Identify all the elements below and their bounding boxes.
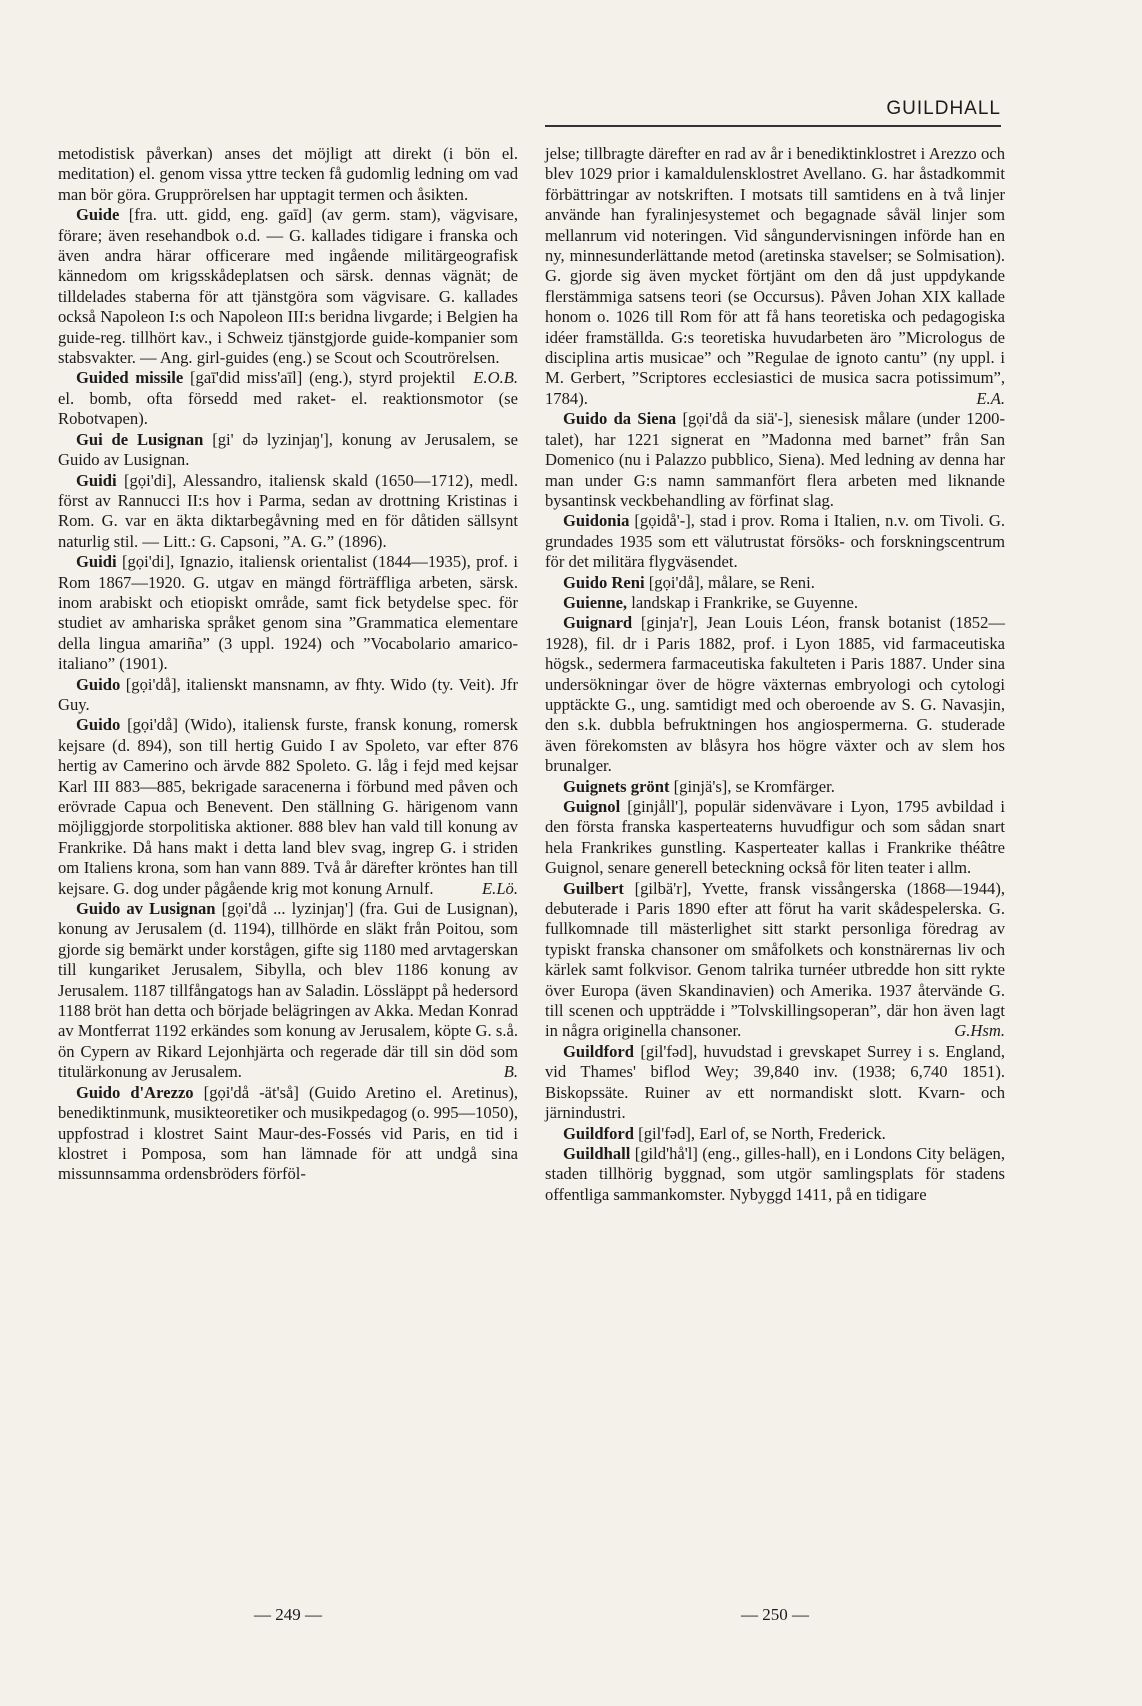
- entry-headword: Guide: [76, 205, 120, 225]
- left-column: [58, 144, 518, 1185]
- dictionary-entry: [545, 593, 1005, 613]
- dictionary-entry: [545, 879, 1005, 1042]
- dictionary-entry: [545, 613, 1005, 776]
- dictionary-entry: [58, 144, 518, 205]
- entry-headword: Guido: [76, 715, 121, 735]
- entry-headword: Guido av Lusignan: [76, 899, 216, 919]
- dictionary-entry: [545, 573, 1005, 593]
- entry-headword: Guido: [76, 674, 121, 694]
- entry-headword: Guided missile: [76, 368, 184, 388]
- entry-headword: Guignol: [563, 797, 621, 816]
- entry-headword: Guildford: [563, 1123, 635, 1143]
- entry-headword: Guignets grönt: [563, 776, 670, 796]
- dictionary-entry: [545, 409, 1005, 511]
- page-number-right: — 250 —: [741, 1605, 809, 1624]
- running-header: [545, 98, 1001, 127]
- right-column: [545, 144, 1005, 1205]
- entry-text: [ginja'r], Jean Louis Léon, fransk botanist (1852—1928), fil. dr i Paris 1882, prof. i Lyon 1885, vid farmaceutiska högsk., sedermera farmaceutiska fakulteten i Paris 1887. Under sina undersökningar över de högre växternas embryologi och cytologi upptäckte G., ung. samtidigt med och oberoende av S. G. Navasjin, den s.k. dubbla befruktningen hos angiospermerna. G. studerade även förekomsten av blåsyra hos högre växter och av slem hos brunalger.: [545, 613, 1005, 776]
- entry-text: [gọi'då ... lyzinjaŋ'] (fra. Gui de Lusignan), konung av Jerusalem (d. 1194), tillhörde en släkt från Poitou, som gjorde sig bemärkt under korstågen, gifte sig 1180 med arvtagerskan till kungariket Jerusalem, Sibylla, och blev 1186 konung av Jerusalem. 1187 tillfångatogs han av Saladin. Lössläppt på hedersord 1188 bröt han detta och började belägringen av Akka. Medan Konrad av Montferrat 1192 erkändes som konung av Jerusalem, köpte G. s.å. ön Cypern av Rikard Lejonhjärta och regerade där till sin död som titulärkonung av Jerusalem.: [58, 899, 519, 1082]
- entry-headword: Guidi: [76, 552, 117, 572]
- entry-headword: Guildhall: [563, 1143, 631, 1163]
- entry-text: [gọi'då] (Wido), italiensk furste, fransk konung, romersk kejsare (d. 894), son till hertig Guido I av Spoleto, var efter 876 hertig av Camerino och ärvde 882 Spoleto. G. låg i fejd med kejsar Karl III 883—885, bekrigade saracenerna i förbund med påven och erövrade Capua och Benevent. Den ställning G. härigenom vann möjliggjorde storpolitiska aktioner. 888 blev han vald till konung av Frankrike. Då hans makt i detta land blev svag, ingrep G. i striden om Italiens krona, som han vann 889. Två år därefter kröntes han till kejsare. G. dog under pågående krig mot konung Arnulf.: [58, 715, 518, 898]
- dictionary-entry: [58, 715, 518, 899]
- dictionary-entry: [58, 368, 518, 429]
- entry-text: [gọi'då], italienskt mansnamn, av fhty. Wido (ty. Veit). Jfr Guy.: [58, 674, 518, 714]
- entry-text: [gild'hå'l] (eng., gilles-hall), en i Londons City belägen, staden tillhörig byggnad, som utgör samlingsplats för stadens offentliga sammankomster. Nybyggd 1411, på en tidigare: [545, 1143, 1005, 1204]
- entry-text: [fra. utt. gidd, eng. gaīd] (av germ. stam), vägvisare, förare; även resehandbok o.d. — G. kallades tidigare i franska och även andra härar officerare med ingående militärgeografisk kännedom om krigsskådeplatsen och särsk. dennas vägnät; de tilldelades staberna för att tjänstgöra som vägvisare. G. kallades också Napoleon I:s och Napoleon III:s beridna livgarde; i Belgien ha guide-reg. tillhört kav., i Schweiz tjänstgjorde guide-kompanier som stabsvakter. — Ang. girl-guides (eng.) se Scout och Scoutrörelsen.: [58, 205, 518, 368]
- entry-headword: Guildford: [563, 1041, 635, 1061]
- dictionary-entry: [545, 1144, 1005, 1205]
- entry-text: [gọi'di], Ignazio, italiensk orientalist (1844—1935), prof. i Rom 1867—1920. G. utgav en mängd förträffliga arbeten, särsk. inom arabiskt och etiopiskt område, samt fick betydelse spec. för studiet av amhariska språket genom sina ”Grammatica elementare della lingua amariña” (3 uppl. 1924) och ”Vocabolario amarico-italiano” (1901).: [58, 552, 518, 674]
- entry-headword: Guidi: [76, 470, 117, 490]
- entry-headword: Guido da Siena: [563, 409, 677, 429]
- dictionary-entry: [58, 552, 518, 674]
- dictionary-entry: [545, 511, 1005, 572]
- entry-headword: Guido Reni: [563, 572, 645, 592]
- entry-text: [gọi'då da siä'-], sienesisk målare (under 1200-talet), har 1221 signerat en ”Madonna med barnet” från San Domenico (nu i Palazzo pubblico, Siena). Med ledning av denna har man under G:s namn sammanfört flera arbeten med liknande bysantinsk veckbehandling av förfinat slag.: [545, 409, 1006, 510]
- dictionary-entry: [58, 899, 518, 1083]
- entry-text: [gọidå'-], stad i prov. Roma i Italien, n.v. om Tivoli. G. grundades 1935 som ett välutrustat försöks- och forskningscentrum för det militära flygväsendet.: [545, 511, 1005, 572]
- entry-text: [ginjä's], se Kromfärger.: [673, 776, 835, 796]
- running-head-title: GUILDHALL: [886, 98, 1001, 119]
- entry-text: landskap i Frankrike, se Guyenne.: [631, 592, 858, 612]
- dictionary-entry: [58, 1083, 518, 1185]
- author-signature: B.: [503, 1062, 518, 1082]
- entry-text: [gi' də lyzinjaŋ'], konung av Jerusalem, se Guido av Lusignan.: [58, 429, 518, 470]
- entry-text: [gọi'då -ät'så] (Guido Aretino el. Aretinus), benediktinmunk, musikteoretiker och musikpedagog (o. 995—1050), uppfostrad i klostret Saint Maur-des-Fossés vid Paris, en tid i klostret i Pomposa, som han lämnade för att undgå sina missunnsamma ordensbröders förföl-: [58, 1082, 518, 1184]
- entry-headword: Guidonia: [563, 511, 630, 531]
- author-signature: E.O.B.: [473, 368, 518, 388]
- author-signature: E.A.: [976, 388, 1005, 408]
- entry-headword: Guilbert: [563, 878, 624, 898]
- dictionary-entry: [545, 1124, 1005, 1144]
- author-signature: E.Lö.: [482, 878, 518, 898]
- entry-text: [gọi'di], Alessandro, italiensk skald (1650—1712), medl. först av Rannucci II:s hov i Parma, sedan av drottning Kristinas i Rom. G. var en äkta diktarbegåvning med en för dåtiden sällsynt naturlig stil. — Litt.: G. Capsoni, ”A. G.” (1896).: [58, 470, 518, 551]
- dictionary-entry: [545, 797, 1005, 879]
- entry-text: [ginjåll'], populär sidenvävare i Lyon, 1795 avbildad i den första franska kasperteaterns huvudfigur och som sådan snart hela Frankrikes gunstling. Kasperteater kallas i Frankrike théâtre Guignol, senare generell beteckning också för liten teater i allm.: [545, 797, 1005, 878]
- dictionary-entry: [58, 471, 518, 553]
- entry-headword: Guignard: [563, 613, 633, 633]
- dictionary-entry: [545, 144, 1005, 409]
- author-signature: G.Hsm.: [954, 1021, 1005, 1041]
- entry-headword: Guido d'Arezzo: [76, 1082, 194, 1102]
- entry-text: [gaī'did miss'aīl] (eng.), styrd projektil el. bomb, ofta försedd med raket- el. reaktionsmotor (se Robotvapen).: [58, 368, 518, 429]
- dictionary-entry: [545, 777, 1005, 797]
- entry-text: [gọi'då], målare, se Reni.: [648, 572, 815, 592]
- entry-text: [gil'fəd], Earl of, se North, Frederick.: [638, 1123, 886, 1143]
- dictionary-entry: [545, 1042, 1005, 1124]
- entry-headword: Gui de Lusignan: [76, 429, 204, 449]
- dictionary-entry: [58, 675, 518, 716]
- entry-text: jelse; tillbragte därefter en rad av år i benediktinklostret i Arezzo och blev 1029 prior i kamaldulensklostret Avellano. G. har åstadkommit förbättringar av notskriften. I motsats till samtidens en à två linjer använde han fyralinjesystemet och begagnade såväl linjer som mellanrum vid noteringen. Vid sångundervisningen införde han en ny, minnesunderlättande metod (aretinska stavelser; se Solmisation). G. gjorde sig även mycket förtjänt om den då just uppdykande flerstämmiga satsens teori (se Occursus). Påven Johan XIX kallade honom o. 1026 till Rom för att få hans teoretiska och pedagogiska idéer framställda. G:s teoretiska huvudarbeten äro ”Micrologus de disciplina artis musicae” och ”Regulae de ignoto cantu” (ny uppl. i M. Gerbert, ”Scriptores ecclesiastici de musica sacra potissimum”, 1784).: [545, 144, 1005, 408]
- dictionary-entry: [58, 430, 518, 471]
- entry-text: [gilbä'r], Yvette, fransk vissångerska (1868—1944), debuterade i Paris 1890 efter att förut ha varit skådespelerska. G. fullkomnade till mästerlighet sitt starkt personliga föredrag av typiskt franska chansoner om småfolkets och konstnärernas liv och kärlek samt folkvisor. Genom talrika turnéer utbredde hon sitt rykte över Europa (även Skandinavien) och Amerika. 1937 återvände G. till scenen och uppträdde i ”Tolvskillingsoperan”, där hon även lagt in några originella chansoner.: [545, 878, 1005, 1041]
- page-number-left: — 249 —: [254, 1605, 322, 1624]
- entry-text: metodistisk påverkan) anses det möjligt att direkt (i bön el. meditation) el. genom vissa yttre tecken få gudomlig ledning om vad man bör göra. Grupprörelsen har upptagit termen och åsikten.: [58, 144, 518, 204]
- entry-text: [gil'fəd], huvudstad i grevskapet Surrey i s. England, vid Thames' biflod Wey; 39,840 inv. (1938; 6,740 1851). Biskopssäte. Ruiner av ett normandiskt slott. Kvarn- och järnindustri.: [545, 1041, 1005, 1123]
- entry-headword: Guienne,: [563, 592, 628, 612]
